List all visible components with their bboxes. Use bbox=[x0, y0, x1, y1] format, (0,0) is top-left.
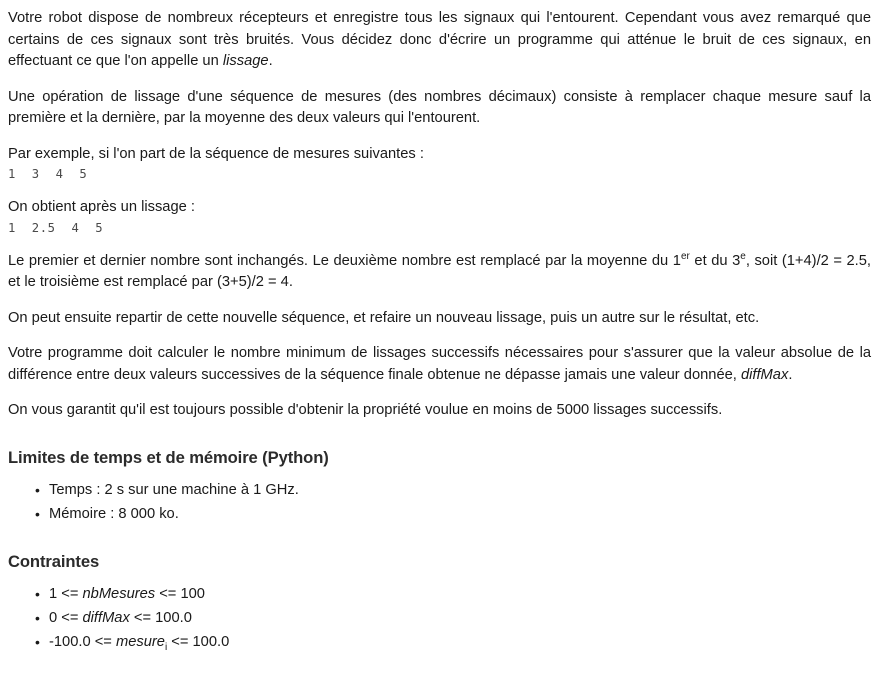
term-lissage: lissage bbox=[222, 53, 269, 69]
explanation-part-a: Le premier et dernier nombre sont inchangés. Le deuxième nombre est remplacé par la moyenne du 1 bbox=[8, 252, 681, 269]
list-item bbox=[49, 606, 871, 630]
heading-limits: Limites de temps et de mémoire (Python) bbox=[8, 447, 329, 467]
list-item bbox=[49, 582, 871, 606]
list-item bbox=[49, 630, 871, 654]
constraint-subscript: i bbox=[164, 641, 168, 653]
ordinal-suffix-first: er bbox=[680, 250, 690, 262]
constraints-list bbox=[8, 582, 871, 654]
paragraph-explanation bbox=[8, 251, 871, 294]
list-item: • Temps : 2 s sur une machine à 1 GHz. bbox=[49, 478, 871, 502]
ordinal-suffix-third: e bbox=[740, 250, 746, 262]
code-example-output: 1 2.5 4 5 bbox=[8, 220, 104, 235]
constraint-prefix: 1 <= bbox=[49, 585, 83, 602]
constraint-variable: nbMesures bbox=[82, 585, 156, 602]
list-item: • Mémoire : 8 000 ko. bbox=[49, 502, 871, 526]
paragraph-intro-text: Votre robot dispose de nombreux récepteurs et enregistre tous les signaux qui l'entourent. Cependant vous avez remarqué que certains de ces signaux sont très bruités. Vous décidez donc d'écrire un programme qui atténue le bruit de ces signaux, en effectuant ce que l'on appelle un bbox=[8, 10, 871, 69]
task-end: . bbox=[788, 366, 793, 383]
explanation-part-b: et du 3 bbox=[689, 252, 741, 269]
paragraph-result-intro: On obtient après un lissage : bbox=[8, 199, 195, 215]
constraint-variable: mesure bbox=[115, 633, 165, 650]
paragraph-definition: Une opération de lissage d'une séquence de mesures (des nombres décimaux) consiste à remplacer chaque mesure sauf la première et la dernière, par la moyenne des deux valeurs qui l'entourent. bbox=[8, 88, 871, 126]
heading-constraints: Contraintes bbox=[8, 551, 100, 571]
code-example-input: 1 3 4 5 bbox=[8, 167, 88, 181]
term-diffmax: diffMax bbox=[740, 366, 789, 383]
paragraph-intro-end: . bbox=[268, 53, 273, 69]
constraint-suffix: <= 100 bbox=[155, 585, 205, 602]
constraint-prefix: 0 <= bbox=[49, 609, 83, 626]
paragraph-task bbox=[8, 343, 871, 386]
constraint-prefix: -100.0 <= bbox=[49, 633, 116, 650]
paragraph-guarantee: On vous garantit qu'il est toujours possible d'obtenir la propriété voulue en moins de 5000 lissages successifs. bbox=[8, 402, 723, 418]
constraint-suffix: <= 100.0 bbox=[129, 609, 192, 626]
limits-list bbox=[8, 478, 871, 526]
task-text: Votre programme doit calculer le nombre minimum de lissages successifs nécessaires pour s'assurer que la valeur absolue de la différence entre deux valeurs successives de la séquence finale obtenue ne dépasse jamais une valeur donnée, bbox=[8, 345, 871, 383]
constraint-suffix: <= 100.0 bbox=[167, 633, 230, 650]
paragraph-intro bbox=[8, 8, 871, 73]
paragraph-repeat: On peut ensuite repartir de cette nouvelle séquence, et refaire un nouveau lissage, puis un autre sur le résultat, etc. bbox=[8, 309, 760, 326]
paragraph-example-intro: Par exemple, si l'on part de la séquence de mesures suivantes : bbox=[8, 145, 424, 162]
constraint-variable: diffMax bbox=[82, 609, 130, 626]
explanation-part-c: , soit (1+4)/2 = 2.5, et le troisième est remplacé par (3+5)/2 = 4. bbox=[8, 252, 871, 290]
